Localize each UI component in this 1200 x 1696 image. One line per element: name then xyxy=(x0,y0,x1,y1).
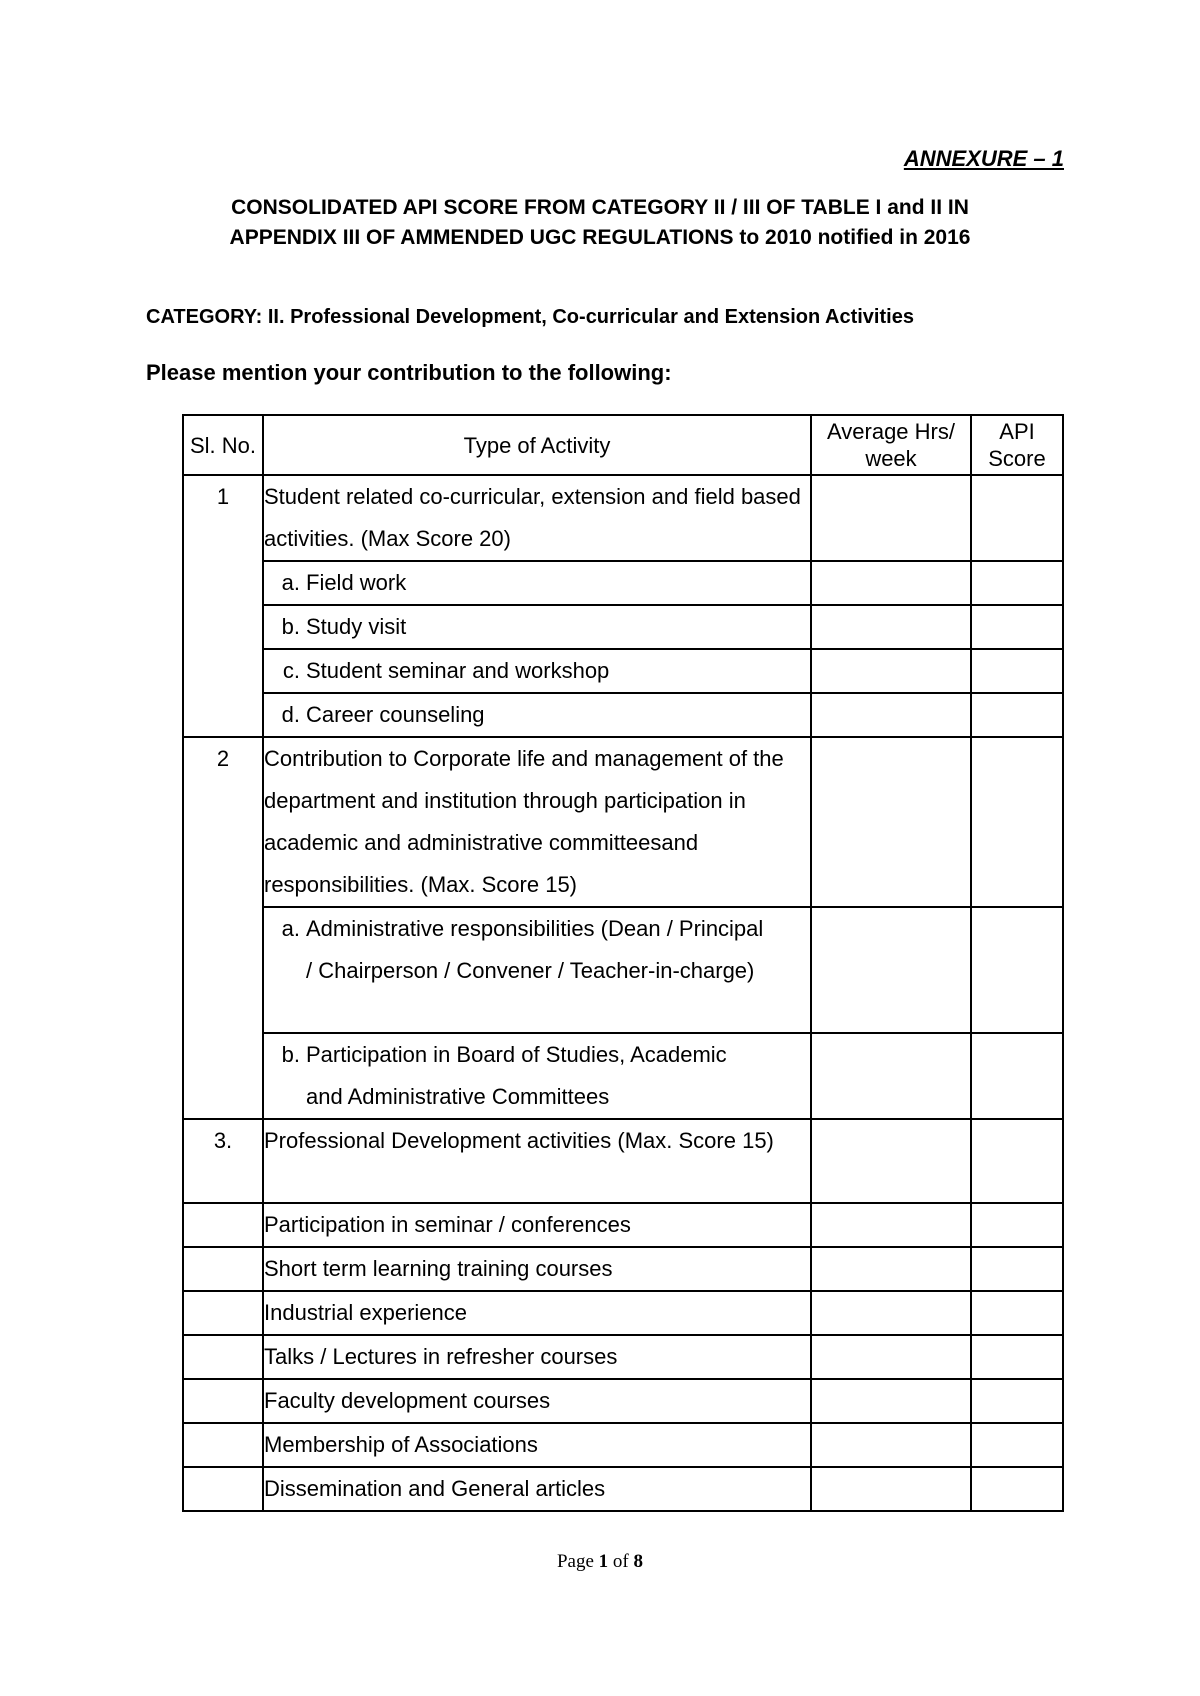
sub-activity-cell: b. Study visit xyxy=(263,605,811,649)
row-number xyxy=(183,1203,263,1247)
row-number xyxy=(183,1247,263,1291)
table-row xyxy=(183,1379,1063,1423)
score-cell[interactable] xyxy=(971,475,1063,561)
hours-cell[interactable] xyxy=(811,1119,971,1203)
score-cell[interactable] xyxy=(971,1335,1063,1379)
score-cell[interactable] xyxy=(971,907,1063,1033)
activity-cell: Student related co-curricular, extension and field based activities. (Max Score 20) xyxy=(263,475,811,561)
sub-activity-cell: b. Participation in Board of Studies, Academic and Administrative Committees xyxy=(263,1033,811,1119)
footer-current-page: 1 xyxy=(598,1551,609,1572)
activity-cell: Short term learning training courses xyxy=(263,1247,811,1291)
hours-cell[interactable] xyxy=(811,1335,971,1379)
sub-activity-cell: c. Student seminar and workshop xyxy=(263,649,811,693)
hours-cell[interactable] xyxy=(811,1423,971,1467)
table-row xyxy=(183,693,1063,737)
score-cell[interactable] xyxy=(971,1119,1063,1203)
hours-cell[interactable] xyxy=(811,605,971,649)
footer-total-pages: 8 xyxy=(633,1551,643,1572)
table-row xyxy=(183,737,1063,907)
row-number xyxy=(183,1291,263,1335)
score-cell[interactable] xyxy=(971,1379,1063,1423)
title-line-1: CONSOLIDATED API SCORE FROM CATEGORY II / III OF TABLE I and II IN xyxy=(231,196,969,219)
activity-cell: Talks / Lectures in refresher courses xyxy=(263,1335,811,1379)
hours-cell[interactable] xyxy=(811,737,971,907)
hours-cell[interactable] xyxy=(811,1291,971,1335)
title-line-2: APPENDIX III OF AMMENDED UGC REGULATIONS to 2010 notified in 2016 xyxy=(229,226,971,249)
score-cell[interactable] xyxy=(971,605,1063,649)
table-header-row xyxy=(183,415,1063,475)
activity-cell: Industrial experience xyxy=(263,1291,811,1335)
table-row xyxy=(183,1033,1063,1119)
row-number: 1 xyxy=(183,475,263,737)
hours-cell[interactable] xyxy=(811,649,971,693)
table-row xyxy=(183,1467,1063,1511)
table-row xyxy=(183,907,1063,1033)
header-activity: Type of Activity xyxy=(263,415,811,475)
hours-cell[interactable] xyxy=(811,475,971,561)
score-cell[interactable] xyxy=(971,561,1063,605)
table-row xyxy=(183,1423,1063,1467)
score-cell[interactable] xyxy=(971,1247,1063,1291)
activity-cell: Professional Development activities (Max. Score 15) xyxy=(263,1119,811,1203)
score-cell[interactable] xyxy=(971,1423,1063,1467)
activity-cell: Participation in seminar / conferences xyxy=(263,1203,811,1247)
page-footer xyxy=(0,1551,1200,1573)
row-number: 2 xyxy=(183,737,263,1119)
table-row xyxy=(183,605,1063,649)
table-row xyxy=(183,1335,1063,1379)
instruction-text: Please mention your contribution to the following: xyxy=(146,360,672,385)
row-number xyxy=(183,1379,263,1423)
hours-cell[interactable] xyxy=(811,1033,971,1119)
activity-cell: Dissemination and General articles xyxy=(263,1467,811,1511)
category-heading: CATEGORY: II. Professional Development, Co-curricular and Extension Activities xyxy=(146,306,914,328)
header-hours: Average Hrs/ week xyxy=(811,415,971,475)
row-number: 3. xyxy=(183,1119,263,1203)
score-cell[interactable] xyxy=(971,1291,1063,1335)
table-row xyxy=(183,475,1063,561)
hours-cell[interactable] xyxy=(811,561,971,605)
sub-activity-cell: d. Career counseling xyxy=(263,693,811,737)
score-cell[interactable] xyxy=(971,1203,1063,1247)
footer-prefix: Page xyxy=(556,1551,599,1572)
row-number xyxy=(183,1423,263,1467)
annexure-label: ANNEXURE – 1 xyxy=(903,146,1064,171)
hours-cell[interactable] xyxy=(811,1247,971,1291)
row-number xyxy=(183,1335,263,1379)
activity-cell: Membership of Associations xyxy=(263,1423,811,1467)
footer-middle: of xyxy=(608,1551,634,1572)
score-cell[interactable] xyxy=(971,649,1063,693)
activity-cell: Faculty development courses xyxy=(263,1379,811,1423)
hours-cell[interactable] xyxy=(811,1203,971,1247)
document-title xyxy=(150,193,1050,253)
table-row xyxy=(183,1291,1063,1335)
hours-cell[interactable] xyxy=(811,1379,971,1423)
hours-cell[interactable] xyxy=(811,907,971,1033)
score-cell[interactable] xyxy=(971,1033,1063,1119)
table-row xyxy=(183,1247,1063,1291)
api-score-table xyxy=(182,414,1064,1512)
table-row xyxy=(183,561,1063,605)
row-number xyxy=(183,1467,263,1511)
hours-cell[interactable] xyxy=(811,1467,971,1511)
table-row xyxy=(183,1203,1063,1247)
activity-cell: Contribution to Corporate life and management of the department and institution through participation in academic and administrative committeesand responsibilities. (Max. Score 15) xyxy=(263,737,811,907)
header-score: API Score xyxy=(971,415,1063,475)
score-cell[interactable] xyxy=(971,737,1063,907)
hours-cell[interactable] xyxy=(811,693,971,737)
table-row xyxy=(183,1119,1063,1203)
sub-activity-cell: a. Field work xyxy=(263,561,811,605)
sub-activity-cell: a. Administrative responsibilities (Dean / Principal / Chairperson / Convener / Teacher-in-charge) xyxy=(263,907,811,1033)
table-row xyxy=(183,649,1063,693)
score-cell[interactable] xyxy=(971,1467,1063,1511)
header-sl-no: Sl. No. xyxy=(183,415,263,475)
score-cell[interactable] xyxy=(971,693,1063,737)
